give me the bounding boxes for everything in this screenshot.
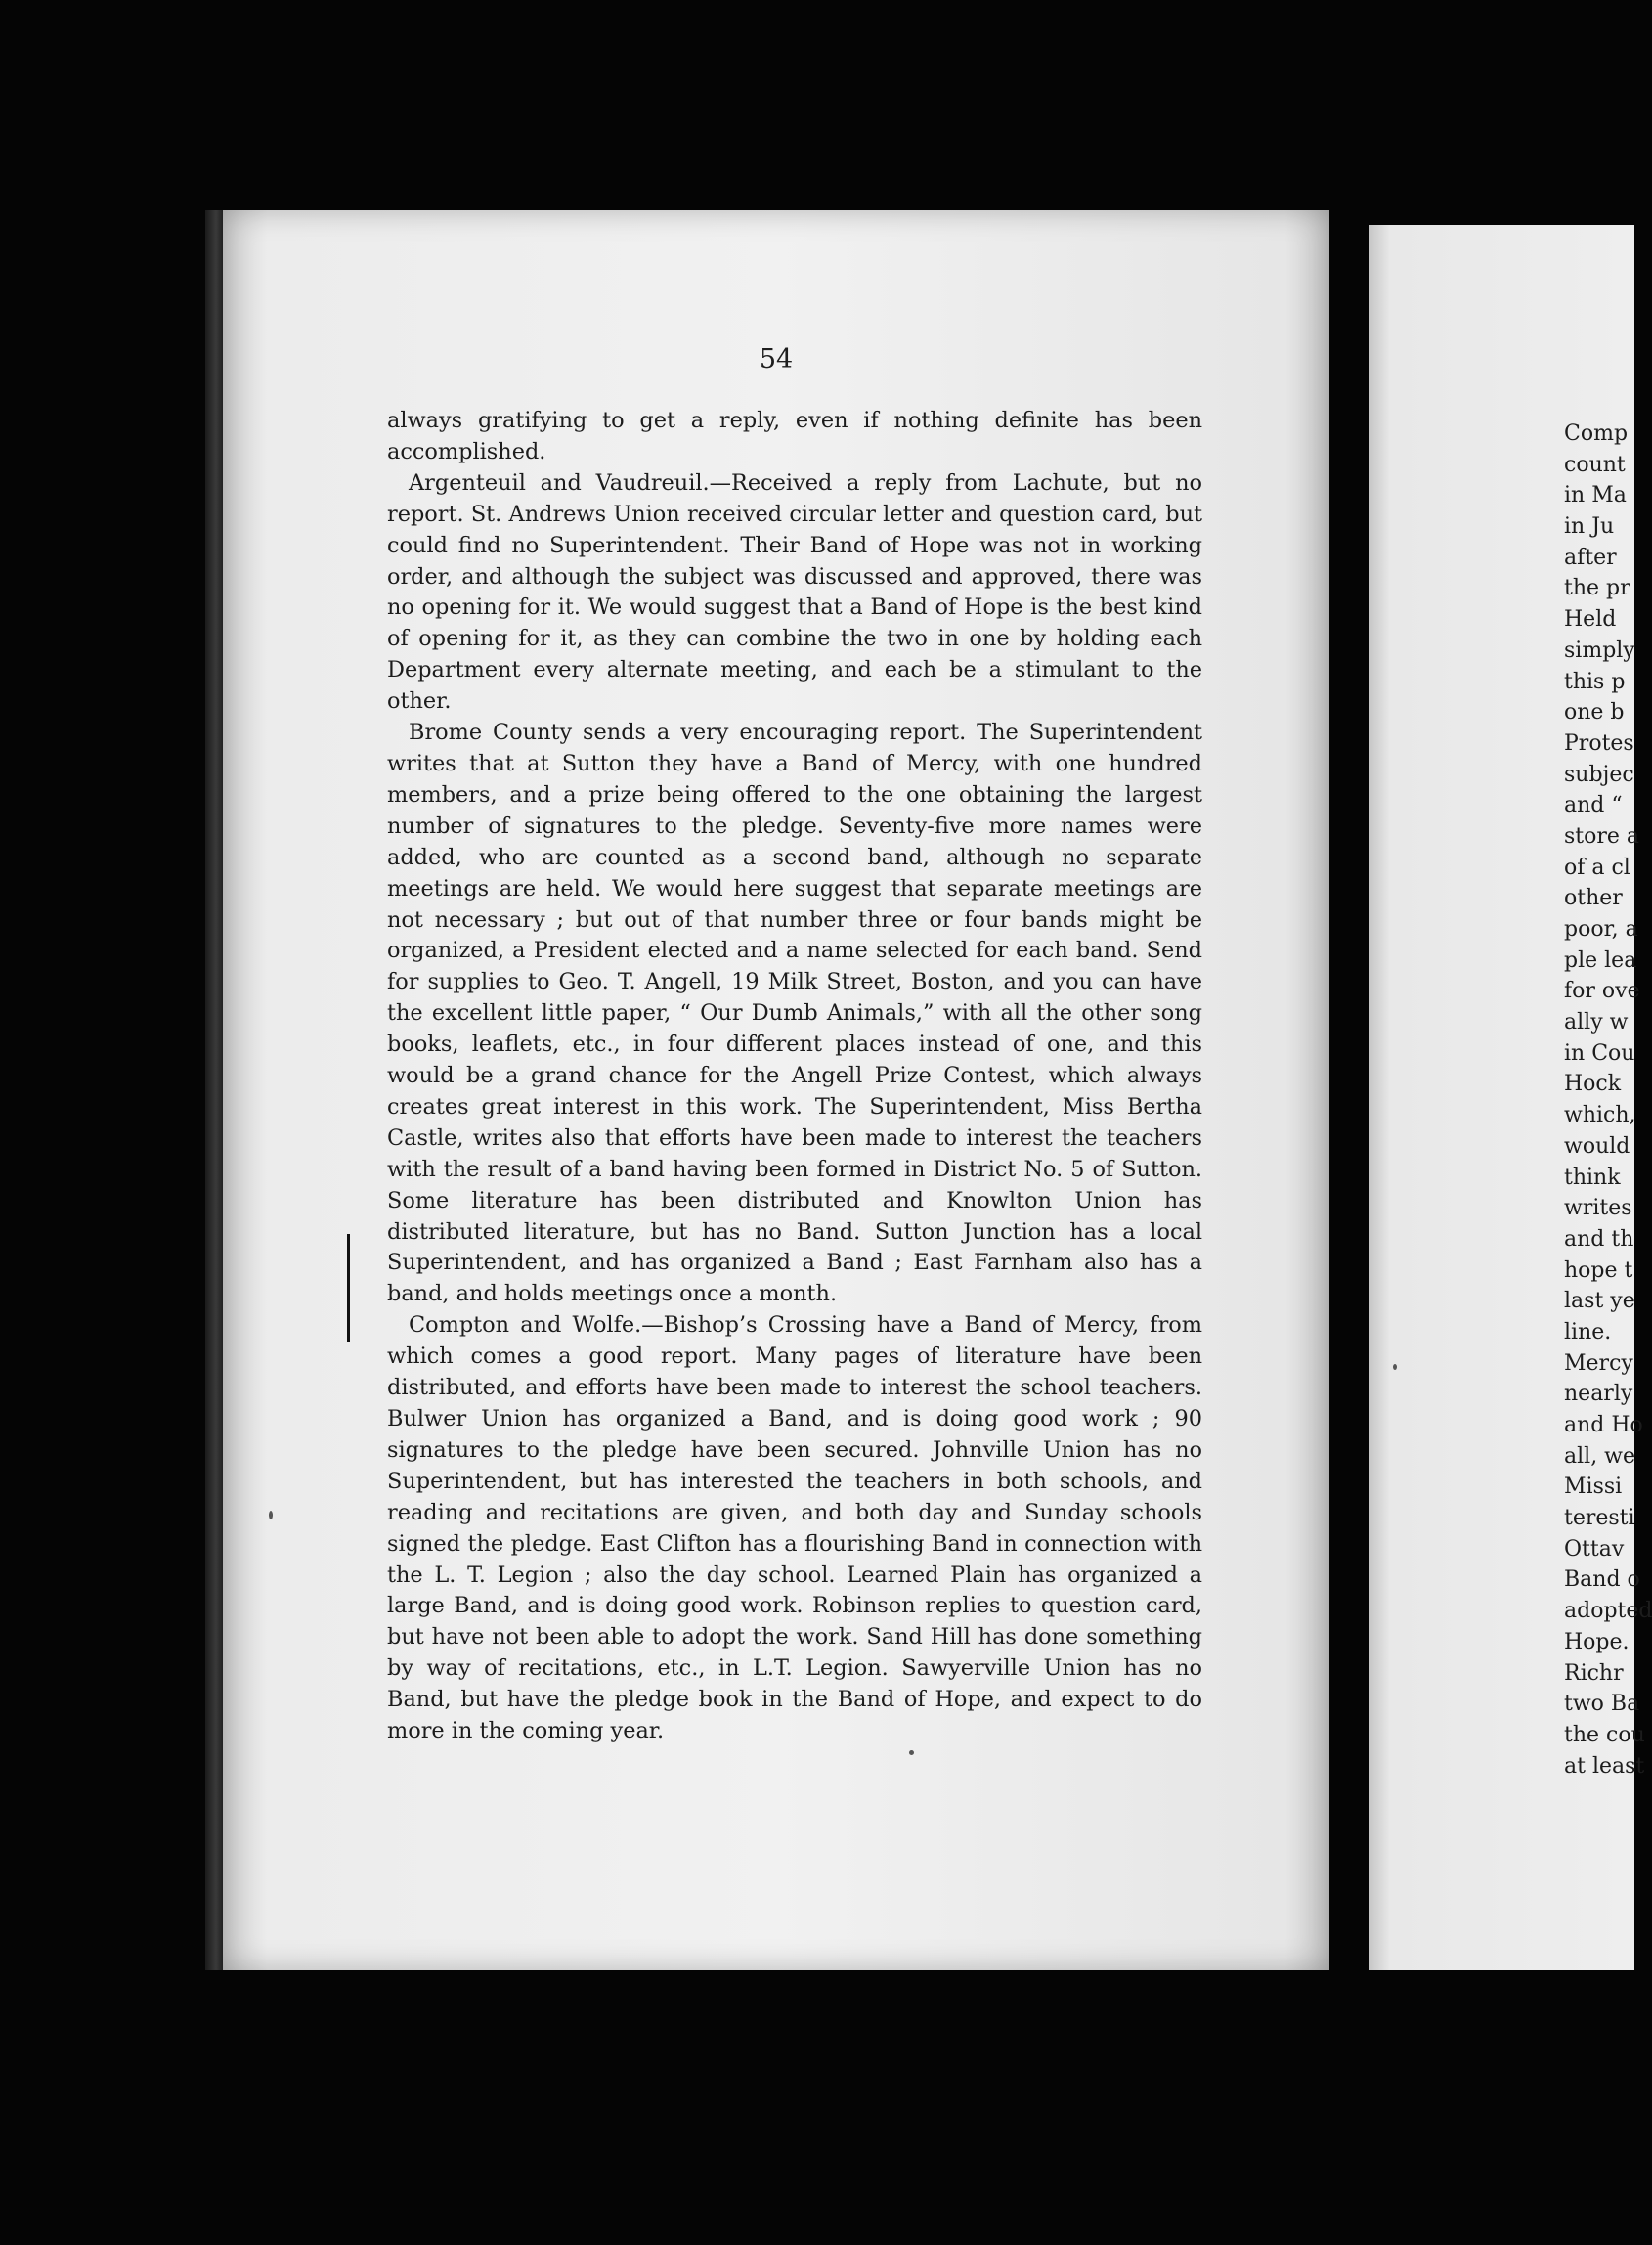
right-page-line: Hock [1564, 1072, 1622, 1097]
right-page-line: in Ma [1564, 483, 1627, 508]
right-page-line: after [1564, 545, 1617, 570]
page-number: 54 [759, 344, 794, 374]
right-page-line: the cou [1564, 1722, 1645, 1747]
right-page-line: think [1564, 1165, 1621, 1190]
right-page-line: Mercy [1564, 1350, 1633, 1376]
right-page-line: Missi [1564, 1475, 1623, 1500]
right-page-line: ple lea [1564, 947, 1637, 973]
right-page-line: all, we [1564, 1443, 1636, 1469]
right-page-line: Held [1564, 607, 1617, 633]
paragraph-brome-county: Brome County sends a very encouraging report. The Superintendent writes that at Sutton they have a Band of Mercy, with one hundred members, and a prize being offered to the one obtaining the largest number of signatures to the pledge. Seventy-five more names were added, who are counted as a second band, although no separate meetings are held. We would here suggest that separate meetings are not necessary ; but out of that number three or four bands might be organized, a President elected and a name selected for each band. Send for supplies to Geo. T. Angell, 19 Milk Street, Boston, and you can have the excellent little paper, “ Our Dumb Animals,” with all the other song books, leaflets, etc., in four different places instead of one, and this would be a grand chance for the Angell Prize Contest, which always creates great interest in this work. The Superintendent, Miss Bertha Castle, writes also that efforts have been made to interest the teachers with the result of a band having been formed in District No. 5 of Sutton. Some literature has been distributed and Knowlton Union has distributed literature, but has no Band. Sutton Junction has a local Superintendent, and has organized a Band ; East Farnham also has a band, and holds meetings once a month. [387, 720, 1202, 1307]
right-page-line: Comp [1564, 421, 1629, 446]
right-page-line: simply [1564, 638, 1635, 663]
right-page-line: two Ba [1564, 1692, 1640, 1717]
right-page-line: Ottav [1564, 1536, 1625, 1562]
right-page-line: Protes [1564, 730, 1634, 756]
page-body-text [387, 406, 1202, 1747]
right-page-line: Richr [1564, 1660, 1624, 1686]
right-page-line: and th [1564, 1226, 1634, 1252]
right-page-line: line. [1564, 1319, 1612, 1344]
page-speck [269, 1511, 273, 1519]
right-page-line: at least [1564, 1753, 1645, 1779]
right-page-line: store a [1564, 823, 1640, 849]
right-page-line: count [1564, 452, 1626, 477]
paragraph-argenteuil: Argenteuil and Vaudreuil.—Received a reply from Lachute, but no report. St. Andrews Union received circular letter and question card, but could find no Superintendent. Their Band of Hope was not in working order, and although the subject was discussed and approved, there was no opening for it. We would suggest that a Band of Hope is the best kind of opening for it, as they can combine the two in one by holding each Department every alternate meeting, and each be a stimulant to the other. [387, 469, 1202, 715]
right-page-line: Hope. [1564, 1629, 1630, 1654]
right-page-line: Band o [1564, 1567, 1640, 1593]
margin-pencil-mark [347, 1234, 350, 1342]
right-page-line: writes [1564, 1196, 1632, 1221]
right-page-line: for ove [1564, 979, 1640, 1004]
right-page-line: last ye [1564, 1289, 1635, 1314]
page-speck [909, 1750, 914, 1755]
right-page-line: the pr [1564, 576, 1630, 601]
page-speck [1393, 1364, 1397, 1370]
right-page-line: of a cl [1564, 855, 1630, 880]
right-page-line: poor, a [1564, 917, 1638, 942]
right-page-line: and Ho [1564, 1413, 1643, 1437]
right-page-line: adopted [1564, 1599, 1652, 1624]
right-page-line: teresti [1564, 1506, 1635, 1531]
paragraph-continuation: always gratifying to get a reply, even if nothing definite has been accomplished. [387, 408, 1202, 464]
right-page-line: which, [1564, 1103, 1636, 1128]
right-page-line: in Cou [1564, 1040, 1635, 1066]
right-page-line: subjec [1564, 762, 1634, 787]
right-page-line: this p [1564, 669, 1626, 694]
right-page-line: in Ju [1564, 514, 1615, 540]
right-page-text [1564, 418, 1652, 1782]
right-page-line: hope t [1564, 1257, 1633, 1283]
right-page-line: would [1564, 1133, 1630, 1159]
right-page-line: other [1564, 886, 1623, 911]
right-page-line: one b [1564, 700, 1625, 726]
right-page-line: and “ [1564, 793, 1623, 818]
paragraph-compton-wolfe: Compton and Wolfe.—Bishop’s Crossing have a Band of Mercy, from which comes a good report. Many pages of literature have been distributed, and efforts have been made to interest the school teachers. Bulwer Union has organized a Band, and is doing good work ; 90 signatures to the pledge have been secured. Johnville Union has no Superintendent, but has interested the teachers in both schools, and reading and recitations are given, and both day and Sunday schools signed the pledge. East Clifton has a flourishing Band in connection with the L. T. Legion ; also the day school. Learned Plain has organized a large Band, and is doing good work. Robinson replies to question card, but have not been able to adopt the work. Sand Hill has done something by way of recitations, etc., in L.T. Legion. Sawyerville Union has no Band, but have the pledge book in the Band of Hope, and expect to do more in the coming year. [387, 1312, 1202, 1744]
right-page-line: ally w [1564, 1010, 1629, 1035]
right-page-line: nearly [1564, 1382, 1633, 1407]
